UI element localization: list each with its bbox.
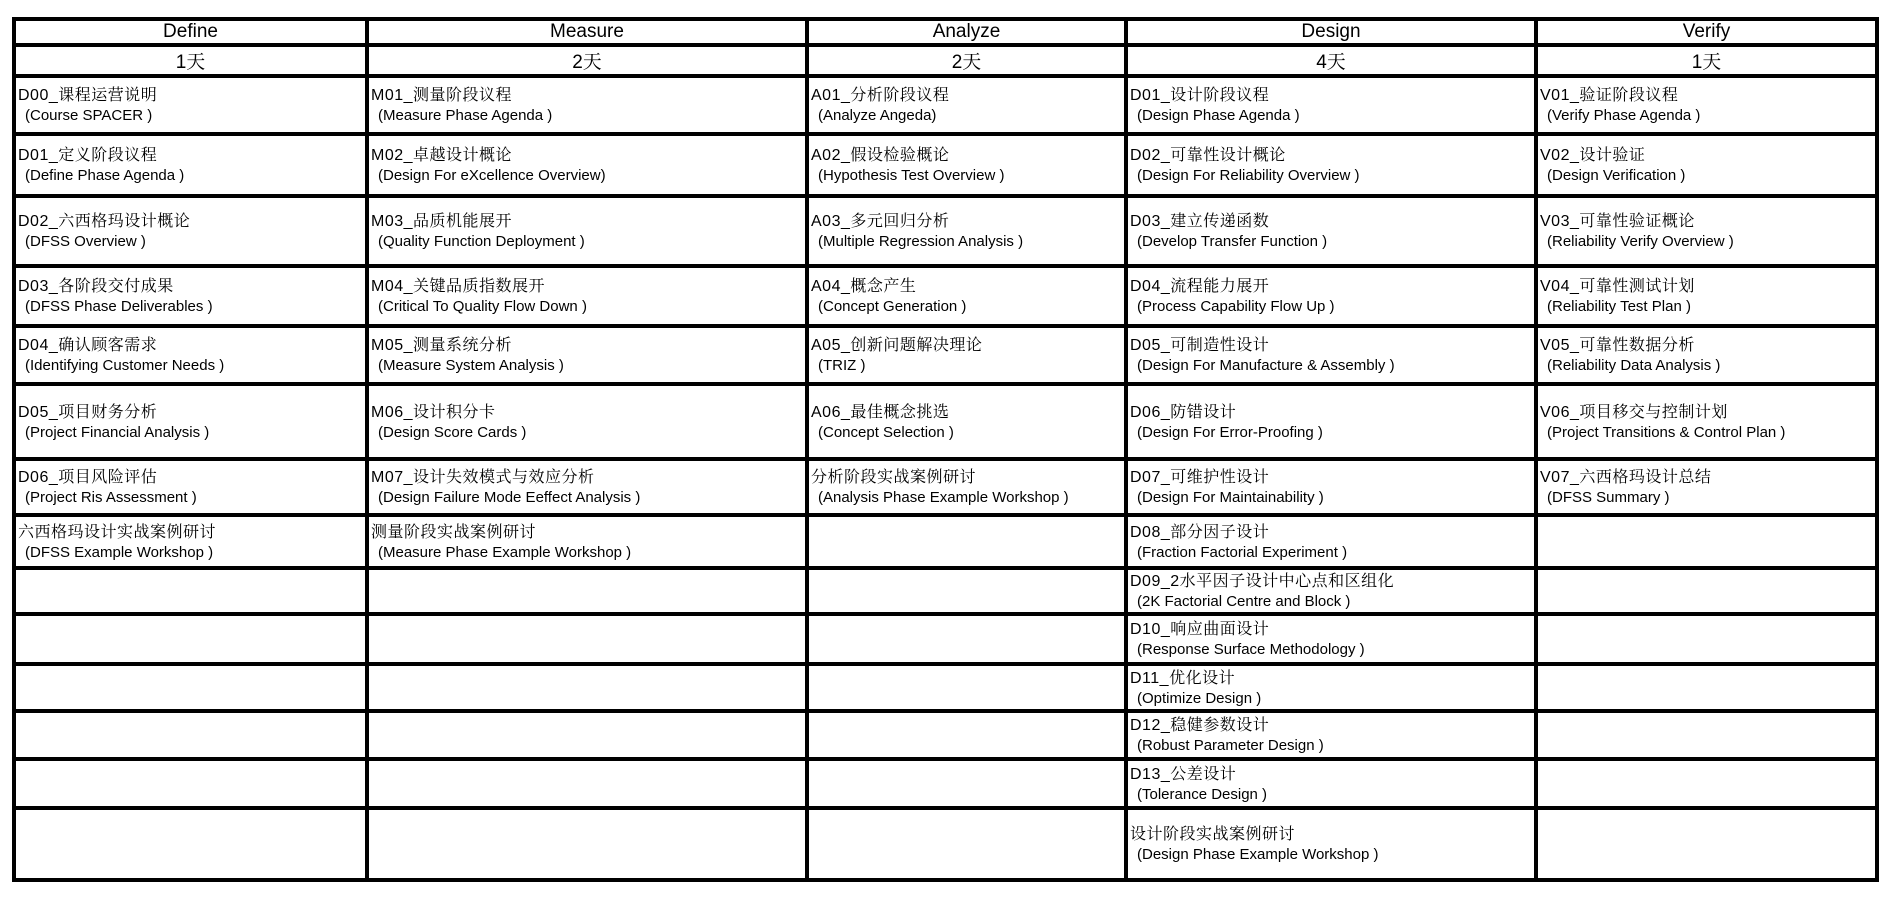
module-title-en: (Design For Manufacture & Assembly ) <box>1137 357 1395 374</box>
module-title-zh: V04_可靠性测试计划 <box>1540 278 1695 295</box>
module-title-zh: M07_设计失效模式与效应分析 <box>371 469 595 486</box>
module-title-en: (Design For Reliability Overview ) <box>1137 167 1360 184</box>
cell-define-r12 <box>14 711 367 759</box>
cell-define-r7 <box>14 459 367 515</box>
cell-design-r5 <box>1126 326 1536 384</box>
module-title-en: (Identifying Customer Needs ) <box>25 357 225 374</box>
duration-verify: 1天 <box>1536 45 1877 76</box>
cell-analyze-r4 <box>807 266 1126 326</box>
module-title-en: (Fraction Factorial Experiment ) <box>1137 543 1348 561</box>
cell-analyze-r5 <box>807 326 1126 384</box>
cell-verify-r12 <box>1536 711 1877 759</box>
module-row-11 <box>14 664 1877 711</box>
cell-measure-r1 <box>367 76 807 134</box>
module-title-en: (Project Transitions & Control Plan ) <box>1547 423 1786 441</box>
module-title-en: (Design Score Cards ) <box>378 423 527 441</box>
module-title-en: (Concept Selection ) <box>818 423 954 441</box>
module-title-en: (Tolerance Design ) <box>1137 785 1268 803</box>
module-title-zh: D12_稳健参数设计 <box>1130 717 1270 734</box>
cell-analyze-r3 <box>807 196 1126 266</box>
module-title-en: (DFSS Phase Deliverables ) <box>25 298 213 315</box>
cell-define-r13 <box>14 759 367 808</box>
module-row-5 <box>14 326 1877 384</box>
module-title-en: (Hypothesis Test Overview ) <box>818 167 1005 184</box>
duration-analyze: 2天 <box>807 45 1126 76</box>
cell-verify-r5 <box>1536 326 1877 384</box>
module-title-zh: D13_公差设计 <box>1130 765 1237 783</box>
phase-header-verify: Verify <box>1536 19 1877 45</box>
module-row-14 <box>14 808 1877 880</box>
cell-define-r11 <box>14 664 367 711</box>
cell-design-r13 <box>1126 759 1536 808</box>
module-title-zh: D05_项目财务分析 <box>18 403 158 421</box>
module-title-zh: A04_概念产生 <box>811 278 917 295</box>
module-row-1 <box>14 76 1877 134</box>
cell-verify-r13 <box>1536 759 1877 808</box>
module-title-zh: M04_关键品质指数展开 <box>371 278 546 295</box>
cell-design-r3 <box>1126 196 1536 266</box>
module-title-zh: D06_防错设计 <box>1130 403 1237 421</box>
module-row-8 <box>14 515 1877 568</box>
module-title-en: (Project Financial Analysis ) <box>25 423 210 441</box>
module-title-en: (Reliability Test Plan ) <box>1547 298 1691 315</box>
cell-measure-r12 <box>367 711 807 759</box>
phase-header-measure: Measure <box>367 19 807 45</box>
module-title-en: (Develop Transfer Function ) <box>1137 233 1328 250</box>
cell-analyze-r12 <box>807 711 1126 759</box>
module-title-en: (Measure Phase Agenda ) <box>378 107 553 124</box>
duration-measure: 2天 <box>367 45 807 76</box>
cell-measure-r7 <box>367 459 807 515</box>
cell-analyze-r13 <box>807 759 1126 808</box>
cell-analyze-r6 <box>807 384 1126 459</box>
module-title-en: (Design For Maintainability ) <box>1137 489 1324 506</box>
module-title-zh: A06_最佳概念挑选 <box>811 403 950 421</box>
cell-analyze-r9 <box>807 568 1126 614</box>
module-title-en: (Response Surface Methodology ) <box>1137 641 1365 658</box>
module-title-en: (Analyze Angeda) <box>818 107 937 124</box>
module-row-9 <box>14 568 1877 614</box>
module-row-3 <box>14 196 1877 266</box>
cell-verify-r4 <box>1536 266 1877 326</box>
module-title-en: (Verify Phase Agenda ) <box>1547 107 1701 124</box>
module-title-en: (DFSS Example Workshop ) <box>25 543 214 561</box>
module-title-zh: D02_可靠性设计概论 <box>1130 147 1286 164</box>
module-title-en: (Define Phase Agenda ) <box>25 167 185 184</box>
cell-analyze-r7 <box>807 459 1126 515</box>
cell-analyze-r14 <box>807 808 1126 880</box>
module-title-zh: D05_可制造性设计 <box>1130 337 1270 354</box>
cell-design-r4 <box>1126 266 1536 326</box>
module-title-en: (Quality Function Deployment ) <box>378 233 585 250</box>
module-title-zh: M01_测量阶段议程 <box>371 87 513 104</box>
module-title-zh: M06_设计积分卡 <box>371 403 496 421</box>
module-title-zh: V01_验证阶段议程 <box>1540 87 1679 104</box>
cell-design-r1 <box>1126 76 1536 134</box>
module-title-zh: D09_2水平因子设计中心点和区组化 <box>1130 573 1395 590</box>
cell-design-r10 <box>1126 614 1536 664</box>
module-title-en: (Analysis Phase Example Workshop ) <box>818 489 1069 506</box>
dfss-curriculum-table <box>12 17 1879 882</box>
phase-header-row <box>14 19 1877 45</box>
module-title-en: (TRIZ ) <box>818 357 866 374</box>
module-row-13 <box>14 759 1877 808</box>
module-title-en: (Measure Phase Example Workshop ) <box>378 543 632 561</box>
cell-design-r9 <box>1126 568 1536 614</box>
cell-design-r6 <box>1126 384 1536 459</box>
cell-design-r8 <box>1126 515 1536 568</box>
phase-header-define: Define <box>14 19 367 45</box>
module-title-zh: V03_可靠性验证概论 <box>1540 213 1695 230</box>
module-title-zh: D10_响应曲面设计 <box>1130 621 1270 638</box>
module-title-en: (Design Verification ) <box>1547 167 1686 184</box>
module-title-zh: A01_分析阶段议程 <box>811 87 950 104</box>
module-title-zh: M05_测量系统分析 <box>371 337 513 354</box>
module-title-en: (Optimize Design ) <box>1137 689 1262 707</box>
module-title-en: (Design For eXcellence Overview) <box>378 167 606 184</box>
cell-verify-r8 <box>1536 515 1877 568</box>
module-title-zh: A02_假设检验概论 <box>811 147 950 164</box>
cell-define-r14 <box>14 808 367 880</box>
cell-analyze-r1 <box>807 76 1126 134</box>
phase-header-analyze: Analyze <box>807 19 1126 45</box>
module-title-zh: D04_确认顾客需求 <box>18 337 158 354</box>
cell-verify-r10 <box>1536 614 1877 664</box>
module-title-zh: 六西格玛设计实战案例研讨 <box>18 523 217 541</box>
cell-verify-r11 <box>1536 664 1877 711</box>
cell-measure-r11 <box>367 664 807 711</box>
module-title-en: (Concept Generation ) <box>818 298 967 315</box>
module-title-zh: D07_可维护性设计 <box>1130 469 1270 486</box>
module-title-en: (Process Capability Flow Up ) <box>1137 298 1335 315</box>
cell-measure-r13 <box>367 759 807 808</box>
cell-measure-r4 <box>367 266 807 326</box>
module-title-en: (DFSS Summary ) <box>1547 489 1670 506</box>
cell-measure-r6 <box>367 384 807 459</box>
cell-design-r12 <box>1126 711 1536 759</box>
cell-verify-r3 <box>1536 196 1877 266</box>
cell-analyze-r11 <box>807 664 1126 711</box>
cell-define-r6 <box>14 384 367 459</box>
module-row-10 <box>14 614 1877 664</box>
module-title-en: (Robust Parameter Design ) <box>1137 737 1324 754</box>
module-title-zh: M03_品质机能展开 <box>371 213 513 230</box>
module-title-zh: D01_设计阶段议程 <box>1130 87 1270 104</box>
cell-measure-r5 <box>367 326 807 384</box>
module-title-en: (Design Failure Mode Eeffect Analysis ) <box>378 489 641 506</box>
module-title-zh: 测量阶段实战案例研讨 <box>371 523 537 541</box>
cell-measure-r3 <box>367 196 807 266</box>
module-row-4 <box>14 266 1877 326</box>
cell-define-r9 <box>14 568 367 614</box>
cell-design-r7 <box>1126 459 1536 515</box>
cell-define-r1 <box>14 76 367 134</box>
cell-verify-r14 <box>1536 808 1877 880</box>
module-title-en: (Course SPACER ) <box>25 107 153 124</box>
module-title-en: (Reliability Data Analysis ) <box>1547 357 1721 374</box>
cell-verify-r6 <box>1536 384 1877 459</box>
cell-define-r4 <box>14 266 367 326</box>
cell-design-r14 <box>1126 808 1536 880</box>
module-title-zh: D03_建立传递函数 <box>1130 213 1270 230</box>
cell-measure-r2 <box>367 134 807 196</box>
cell-verify-r7 <box>1536 459 1877 515</box>
cell-verify-r9 <box>1536 568 1877 614</box>
cell-measure-r8 <box>367 515 807 568</box>
module-row-2 <box>14 134 1877 196</box>
cell-analyze-r2 <box>807 134 1126 196</box>
module-title-zh: M02_卓越设计概论 <box>371 147 513 164</box>
module-title-zh: D11_优化设计 <box>1130 669 1236 687</box>
module-title-zh: D02_六西格玛设计概论 <box>18 213 191 230</box>
module-title-zh: D04_流程能力展开 <box>1130 278 1270 295</box>
cell-design-r11 <box>1126 664 1536 711</box>
module-title-en: (2K Factorial Centre and Block ) <box>1137 593 1351 610</box>
cell-analyze-r10 <box>807 614 1126 664</box>
cell-measure-r14 <box>367 808 807 880</box>
module-title-zh: D08_部分因子设计 <box>1130 523 1270 541</box>
cell-define-r2 <box>14 134 367 196</box>
module-title-zh: D01_定义阶段议程 <box>18 147 158 164</box>
cell-verify-r1 <box>1536 76 1877 134</box>
module-row-6 <box>14 384 1877 459</box>
duration-design: 4天 <box>1126 45 1536 76</box>
module-title-en: (Multiple Regression Analysis ) <box>818 233 1024 250</box>
cell-define-r8 <box>14 515 367 568</box>
module-title-zh: 设计阶段实战案例研讨 <box>1130 826 1296 843</box>
module-title-zh: 分析阶段实战案例研讨 <box>811 469 977 486</box>
module-title-en: (DFSS Overview ) <box>25 233 146 250</box>
module-title-zh: V06_项目移交与控制计划 <box>1540 403 1728 421</box>
module-title-zh: D03_各阶段交付成果 <box>18 278 174 295</box>
module-title-en: (Design For Error-Proofing ) <box>1137 423 1323 441</box>
module-title-zh: A03_多元回归分析 <box>811 213 950 230</box>
module-title-zh: V02_设计验证 <box>1540 147 1646 164</box>
phase-header-design: Design <box>1126 19 1536 45</box>
cell-define-r5 <box>14 326 367 384</box>
cell-measure-r10 <box>367 614 807 664</box>
module-title-zh: D00_课程运营说明 <box>18 87 158 104</box>
module-row-12 <box>14 711 1877 759</box>
module-title-en: (Design Phase Agenda ) <box>1137 107 1300 124</box>
cell-verify-r2 <box>1536 134 1877 196</box>
cell-analyze-r8 <box>807 515 1126 568</box>
cell-define-r10 <box>14 614 367 664</box>
module-title-en: (Project Ris Assessment ) <box>25 489 197 506</box>
module-title-en: (Critical To Quality Flow Down ) <box>378 298 587 315</box>
module-title-en: (Design Phase Example Workshop ) <box>1137 846 1379 863</box>
cell-design-r2 <box>1126 134 1536 196</box>
cell-define-r3 <box>14 196 367 266</box>
cell-measure-r9 <box>367 568 807 614</box>
module-title-zh: V07_六西格玛设计总结 <box>1540 469 1712 486</box>
module-title-zh: D06_项目风险评估 <box>18 469 158 486</box>
module-row-7 <box>14 459 1877 515</box>
module-title-zh: A05_创新问题解决理论 <box>811 337 983 354</box>
duration-define: 1天 <box>14 45 367 76</box>
module-title-en: (Measure System Analysis ) <box>378 357 564 374</box>
module-title-zh: V05_可靠性数据分析 <box>1540 337 1695 354</box>
module-title-en: (Reliability Verify Overview ) <box>1547 233 1734 250</box>
duration-row <box>14 45 1877 76</box>
